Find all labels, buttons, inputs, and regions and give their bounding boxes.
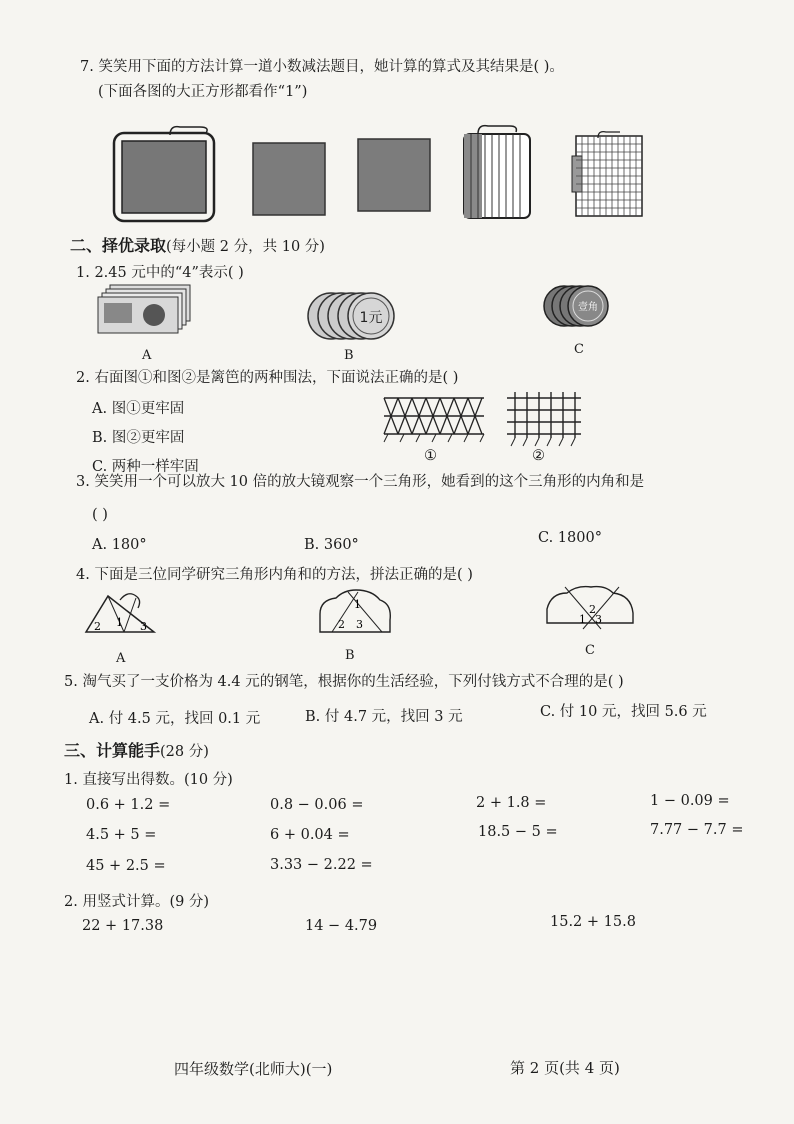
banknotes-image xyxy=(96,283,196,343)
q1-label-a: A xyxy=(142,348,152,363)
fence-figure-1 xyxy=(380,394,490,450)
calc-item: 7.77 − 7.7 = xyxy=(650,822,744,838)
footer-page-number: 第 2 页(共 4 页) xyxy=(510,1059,620,1077)
angle-label: 1 xyxy=(116,616,123,629)
q3-option-b: B. 360° xyxy=(304,537,359,553)
q7-figure-3 xyxy=(355,136,435,216)
q7-figure-5 xyxy=(570,130,650,220)
s2-q4-text: 4. 下面是三位同学研究三角形内角和的方法，拼法正确的是( ) xyxy=(76,567,473,583)
fence-label-2: ② xyxy=(532,448,545,464)
triangle-method-b xyxy=(316,586,396,636)
s2-q3-blank: ( ) xyxy=(92,507,108,523)
s2-q2-text: 2. 右面图①和图②是篱笆的两种围法，下面说法正确的是( ) xyxy=(76,370,459,386)
calc-item: 4.5 + 5 = xyxy=(86,827,157,843)
q7-figure-2 xyxy=(250,140,330,220)
angle-label: 3 xyxy=(356,618,363,631)
angle-label: 2 xyxy=(338,618,345,631)
angle-label: 3 xyxy=(595,613,602,626)
s2-q5-text: 5. 淘气买了一支价格为 4.4 元的钢笔，根据你的生活经验，下列付钱方式不合理的是( ) xyxy=(64,674,624,690)
fence-label-1: ① xyxy=(424,448,437,464)
section2-title: 二、择优录取(每小题 2 分，共 10 分) xyxy=(70,236,325,255)
s2-q1-text: 1. 2.45 元中的“4”表示( ) xyxy=(76,265,244,281)
angle-label: 1 xyxy=(354,598,361,611)
calc-item: 2 + 1.8 = xyxy=(476,795,547,811)
triangle-method-a xyxy=(80,586,160,636)
angle-label: 2 xyxy=(589,603,596,616)
angle-label: 2 xyxy=(94,620,101,633)
q5-option-b: B. 付 4.7 元，找回 3 元 xyxy=(305,709,463,725)
q2-option-b: B. 图②更牢固 xyxy=(92,430,185,446)
q1-label-b: B xyxy=(344,348,354,363)
q3-option-c: C. 1800° xyxy=(538,530,602,546)
calc-item: 0.8 − 0.06 = xyxy=(270,797,364,813)
calc-item: 45 + 2.5 = xyxy=(86,858,166,874)
s2-q3-text: 3. 笑笑用一个可以放大 10 倍的放大镜观察一个三角形，她看到的这个三角形的内角和是 xyxy=(76,474,645,490)
section3-title: 三、计算能手(28 分) xyxy=(64,741,209,760)
q4-label-b: B xyxy=(345,648,355,663)
angle-label: 1 xyxy=(579,613,586,626)
jiao-coins-image xyxy=(540,282,620,332)
coin-text-yuan: 1元 xyxy=(359,310,383,326)
q7-note: (下面各图的大正方形都看作“1”) xyxy=(98,84,308,100)
q4-label-c: C xyxy=(585,643,595,658)
calc-item: 18.5 − 5 = xyxy=(478,824,558,840)
q5-option-a: A. 付 4.5 元，找回 0.1 元 xyxy=(89,711,261,727)
q7-figure-1 xyxy=(110,125,220,225)
coin-text-jiao: 壹角 xyxy=(578,302,598,313)
yuan-coins-image xyxy=(305,290,405,344)
q2-option-c: C. 两种一样牢固 xyxy=(92,459,199,475)
triangle-method-c xyxy=(543,583,638,633)
calc-item: 1 − 0.09 = xyxy=(650,793,730,809)
q7-text: 7. 笑笑用下面的方法计算一道小数减法题目，她计算的算式及其结果是( )。 xyxy=(80,59,564,75)
vertical-calc-item: 14 − 4.79 xyxy=(305,918,378,934)
angle-label: 3 xyxy=(140,620,147,633)
fence-figure-2 xyxy=(505,390,585,450)
calc-item: 0.6 + 1.2 = xyxy=(86,797,171,813)
footer-subject: 四年级数学(北师大)(一) xyxy=(174,1060,333,1078)
q5-option-c: C. 付 10 元，找回 5.6 元 xyxy=(540,704,707,720)
calc-item: 6 + 0.04 = xyxy=(270,827,350,843)
vertical-calc-item: 22 + 17.38 xyxy=(82,918,164,934)
vertical-calc-item: 15.2 + 15.8 xyxy=(550,914,636,930)
q7-figure-4 xyxy=(460,122,540,222)
q2-option-a: A. 图①更牢固 xyxy=(92,401,185,417)
s3-sub2: 2. 用竖式计算。(9 分) xyxy=(64,894,210,910)
calc-item: 3.33 − 2.22 = xyxy=(270,857,373,873)
q4-label-a: A xyxy=(116,651,126,666)
q3-option-a: A. 180° xyxy=(92,537,147,553)
q1-label-c: C xyxy=(574,342,584,357)
s3-sub1: 1. 直接写出得数。(10 分) xyxy=(64,772,233,788)
